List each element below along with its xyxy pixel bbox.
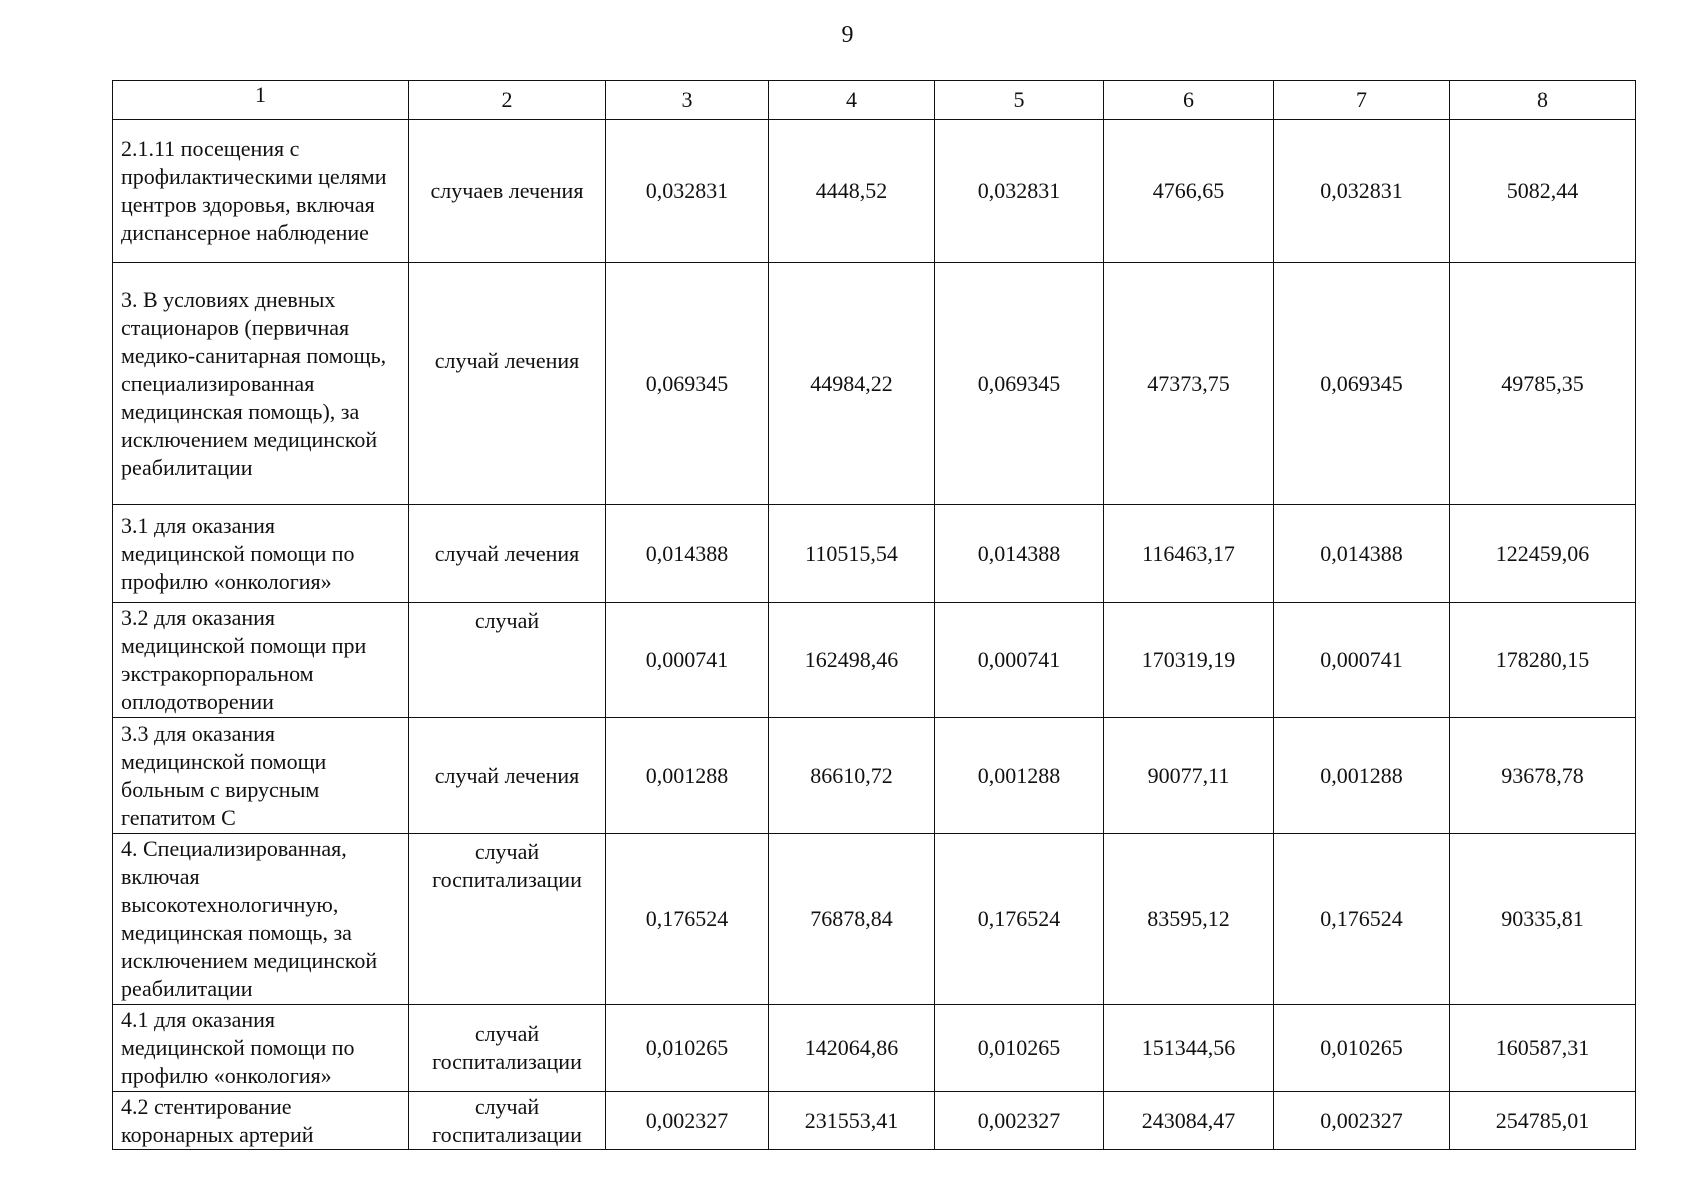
row-value: 90335,81 bbox=[1450, 834, 1636, 1005]
row-value: 142064,86 bbox=[769, 1005, 935, 1092]
row-value: 0,002327 bbox=[935, 1092, 1104, 1150]
row-value: 4766,65 bbox=[1104, 120, 1274, 263]
row-value: 0,014388 bbox=[1274, 505, 1450, 603]
row-value: 47373,75 bbox=[1104, 263, 1274, 505]
table-row bbox=[113, 603, 1636, 718]
page-number: 9 bbox=[841, 22, 854, 48]
table-row bbox=[113, 263, 1636, 505]
row-unit: случай госпитализации bbox=[409, 1005, 606, 1092]
row-unit: случаев лечения bbox=[409, 120, 606, 263]
row-value: 0,002327 bbox=[1274, 1092, 1450, 1150]
row-value: 0,010265 bbox=[606, 1005, 769, 1092]
column-header: 2 bbox=[409, 81, 606, 120]
table-row bbox=[113, 1005, 1636, 1092]
row-name: 4.1 для оказания медицинской помощи по профилю «онкология» bbox=[113, 1005, 409, 1092]
row-value: 0,001288 bbox=[606, 718, 769, 834]
table-row bbox=[113, 1092, 1636, 1150]
row-value: 0,014388 bbox=[935, 505, 1104, 603]
row-name: 3.1 для оказания медицинской помощи по профилю «онкология» bbox=[113, 505, 409, 603]
row-value: 0,010265 bbox=[935, 1005, 1104, 1092]
row-value: 178280,15 bbox=[1450, 603, 1636, 718]
column-header: 7 bbox=[1274, 81, 1450, 120]
row-value: 254785,01 bbox=[1450, 1092, 1636, 1150]
row-value: 0,069345 bbox=[1274, 263, 1450, 505]
row-value: 0,032831 bbox=[606, 120, 769, 263]
row-value: 0,002327 bbox=[606, 1092, 769, 1150]
row-value: 49785,35 bbox=[1450, 263, 1636, 505]
row-unit: случай госпитализации bbox=[409, 1092, 606, 1150]
row-name: 3.3 для оказания медицинской помощи больным с вирусным гепатитом С bbox=[113, 718, 409, 834]
row-value: 0,014388 bbox=[606, 505, 769, 603]
row-value: 4448,52 bbox=[769, 120, 935, 263]
column-header: 5 bbox=[935, 81, 1104, 120]
column-header: 4 bbox=[769, 81, 935, 120]
row-value: 0,069345 bbox=[606, 263, 769, 505]
row-value: 116463,17 bbox=[1104, 505, 1274, 603]
column-header: 8 bbox=[1450, 81, 1636, 120]
row-value: 44984,22 bbox=[769, 263, 935, 505]
row-name: 3. В условиях дневных стационаров (первичная медико-санитарная помощь, специализированная медицинская помощь), за исключением медицинской реабилитации bbox=[113, 263, 409, 505]
column-header: 1 bbox=[113, 81, 409, 120]
row-value: 83595,12 bbox=[1104, 834, 1274, 1005]
row-value: 0,069345 bbox=[935, 263, 1104, 505]
row-value: 0,032831 bbox=[935, 120, 1104, 263]
row-value: 5082,44 bbox=[1450, 120, 1636, 263]
row-value: 0,001288 bbox=[1274, 718, 1450, 834]
row-unit: случай госпитализации bbox=[409, 834, 606, 1005]
table-row bbox=[113, 505, 1636, 603]
row-value: 170319,19 bbox=[1104, 603, 1274, 718]
column-header: 3 bbox=[606, 81, 769, 120]
row-name: 3.2 для оказания медицинской помощи при экстракорпоральном оплодотворении bbox=[113, 603, 409, 718]
row-value: 0,010265 bbox=[1274, 1005, 1450, 1092]
row-value: 0,000741 bbox=[1274, 603, 1450, 718]
row-name: 4. Специализированная, включая высокотехнологичную, медицинская помощь, за исключением медицинской реабилитации bbox=[113, 834, 409, 1005]
row-value: 0,176524 bbox=[606, 834, 769, 1005]
table-row bbox=[113, 718, 1636, 834]
header-row bbox=[113, 81, 1636, 120]
row-value: 86610,72 bbox=[769, 718, 935, 834]
row-value: 0,000741 bbox=[935, 603, 1104, 718]
tariff-table bbox=[112, 80, 1636, 1150]
row-value: 0,001288 bbox=[935, 718, 1104, 834]
row-value: 151344,56 bbox=[1104, 1005, 1274, 1092]
row-value: 90077,11 bbox=[1104, 718, 1274, 834]
row-value: 0,032831 bbox=[1274, 120, 1450, 263]
row-unit: случай bbox=[409, 603, 606, 718]
row-value: 76878,84 bbox=[769, 834, 935, 1005]
row-name: 2.1.11 посещения с профилактическими целями центров здоровья, включая диспансерное наблюдение bbox=[113, 120, 409, 263]
row-value: 93678,78 bbox=[1450, 718, 1636, 834]
row-value: 110515,54 bbox=[769, 505, 935, 603]
row-value: 0,176524 bbox=[1274, 834, 1450, 1005]
table-row bbox=[113, 834, 1636, 1005]
row-value: 0,176524 bbox=[935, 834, 1104, 1005]
row-name: 4.2 стентирование коронарных артерий bbox=[113, 1092, 409, 1150]
row-unit: случай лечения bbox=[409, 718, 606, 834]
row-value: 160587,31 bbox=[1450, 1005, 1636, 1092]
column-header: 6 bbox=[1104, 81, 1274, 120]
row-value: 243084,47 bbox=[1104, 1092, 1274, 1150]
table-row bbox=[113, 120, 1636, 263]
row-value: 122459,06 bbox=[1450, 505, 1636, 603]
row-value: 231553,41 bbox=[769, 1092, 935, 1150]
row-unit: случай лечения bbox=[409, 505, 606, 603]
row-unit: случай лечения bbox=[409, 263, 606, 505]
row-value: 162498,46 bbox=[769, 603, 935, 718]
row-value: 0,000741 bbox=[606, 603, 769, 718]
